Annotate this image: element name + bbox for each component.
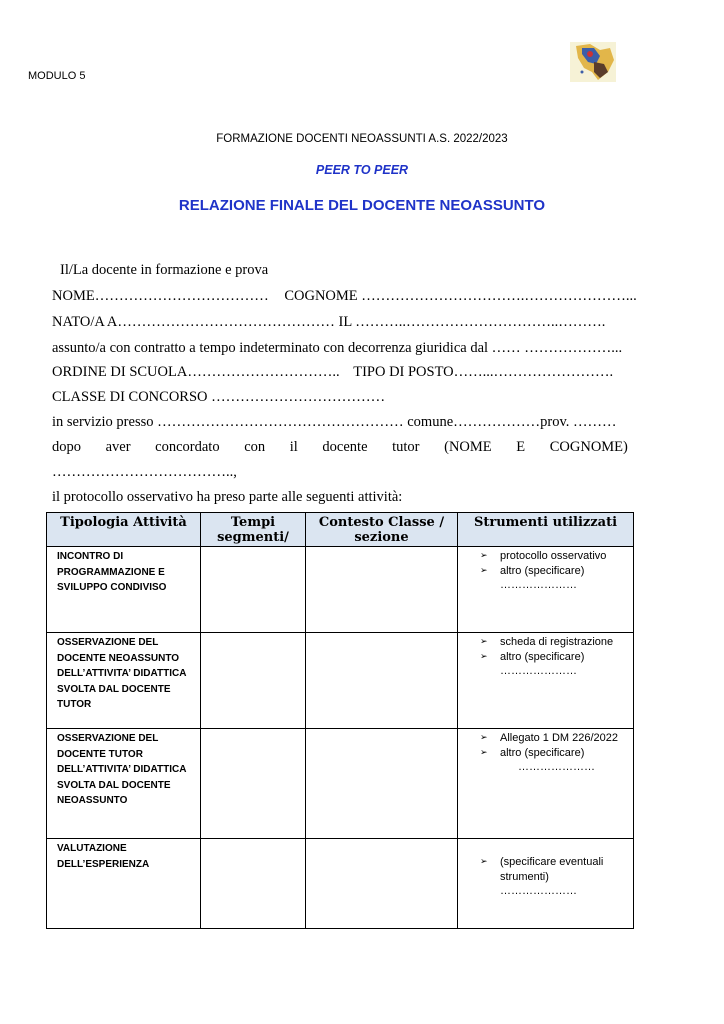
peer-to-peer-title: PEER TO PEER [315,163,409,177]
table-row [47,547,634,633]
tool-item[interactable]: ➢ altro (specificare) [480,746,629,761]
name-line [52,288,637,305]
times-cell[interactable] [201,547,306,633]
tool-dots[interactable]: ………………… [500,579,577,591]
tutor-word: E [516,439,526,455]
tool-item[interactable]: ➢ Allegato 1 DM 226/2022 [480,731,629,746]
tutor-word: tutor [392,439,420,455]
column-header: Contesto Classe / sezione [306,513,458,547]
tool-item[interactable]: ➢ (specificare eventuali strumenti) [480,855,629,885]
tool-dots[interactable]: ………………… [500,885,577,897]
times-cell[interactable] [201,633,306,729]
tutor-word: aver [105,439,131,455]
tutor-name-field[interactable]: ……………………………….., [52,464,237,480]
tool-item[interactable]: ➢ scheda di registrazione [480,635,629,650]
activities-table [46,512,634,929]
birth-field[interactable]: NATO/A A……………………………………… IL ………..…………………………..………. [52,314,606,330]
region-map-logo-icon [570,42,616,82]
tutor-word: il [289,439,298,455]
servizio-field[interactable]: in servizio presso …………………………………………… comune………………prov. ……… [52,414,617,430]
report-title: RELAZIONE FINALE DEL DOCENTE NEOASSUNTO [178,197,546,214]
nome-field[interactable]: NOME……………………………… [52,288,269,304]
tutor-line [52,439,628,456]
tool-item[interactable]: ➢ altro (specificare) [480,564,629,579]
times-cell[interactable] [201,729,306,839]
contract-field[interactable]: assunto/a con contratto a tempo indeterminato con decorrenza giuridica dal …… ………………... [52,340,623,356]
tool-dots[interactable]: ………………… [500,665,577,677]
context-cell[interactable] [306,729,458,839]
intro-line: Il/La docente in formazione e prova [60,262,269,278]
table-row [47,839,634,929]
school-line [52,364,628,381]
activity-type-cell [47,547,201,633]
tutor-word: concordato [155,439,220,455]
tool-item[interactable]: ➢ protocollo osservativo [480,549,629,564]
table-row [47,633,634,729]
training-title: FORMAZIONE DOCENTI NEOASSUNTI A.S. 2022/2023 [216,133,508,145]
ordine-scuola-field[interactable]: ORDINE DI SCUOLA………………………….. [52,364,340,380]
tools-cell[interactable] [458,729,634,839]
tutor-word: dopo [52,439,81,455]
context-cell[interactable] [306,547,458,633]
tool-item[interactable]: ➢ altro (specificare) [480,650,629,665]
activity-label: VALUTAZIONE DELL’ESPERIENZA [57,843,150,870]
context-cell[interactable] [306,633,458,729]
context-cell[interactable] [306,839,458,929]
cognome-field[interactable]: COGNOME …………………………….…………………... [284,288,637,304]
column-header: Strumenti utilizzati [458,513,634,547]
activity-label: OSSERVAZIONE DEL DOCENTE NEOASSUNTO DELL’ATTIVITA’ DIDATTICA SVOLTA DAL DOCENTE TUTOR [57,637,187,710]
activity-type-cell [47,729,201,839]
tutor-word: (NOME [444,439,492,455]
module-label: MODULO 5 [28,70,86,82]
table-header-row [47,513,634,547]
column-header: Tipologia Attività [47,513,201,547]
tools-cell[interactable] [458,633,634,729]
column-header: Tempi segmenti/ [201,513,306,547]
times-cell[interactable] [201,839,306,929]
tutor-word: COGNOME) [549,439,628,455]
activity-label: OSSERVAZIONE DEL DOCENTE TUTOR DELL’ATTIVITA’ DIDATTICA SVOLTA DAL DOCENTE NEOASSUNTO [57,733,187,806]
tools-cell[interactable] [458,547,634,633]
classe-concorso-field[interactable]: CLASSE DI CONCORSO ……………………………… [52,389,386,405]
tutor-word: con [244,439,266,455]
activity-type-cell [47,839,201,929]
table-row [47,729,634,839]
activity-type-cell [47,633,201,729]
protocol-line: il protocollo osservativo ha preso parte alle seguenti attività: [52,489,403,505]
activity-label: INCONTRO DI PROGRAMMAZIONE E SVILUPPO CONDIVISO [57,551,167,593]
tutor-word: docente [322,439,368,455]
tipo-posto-field[interactable]: TIPO DI POSTO……...……………………. [353,364,614,380]
tools-cell[interactable] [458,839,634,929]
tool-dots[interactable]: ………………… [518,761,595,773]
